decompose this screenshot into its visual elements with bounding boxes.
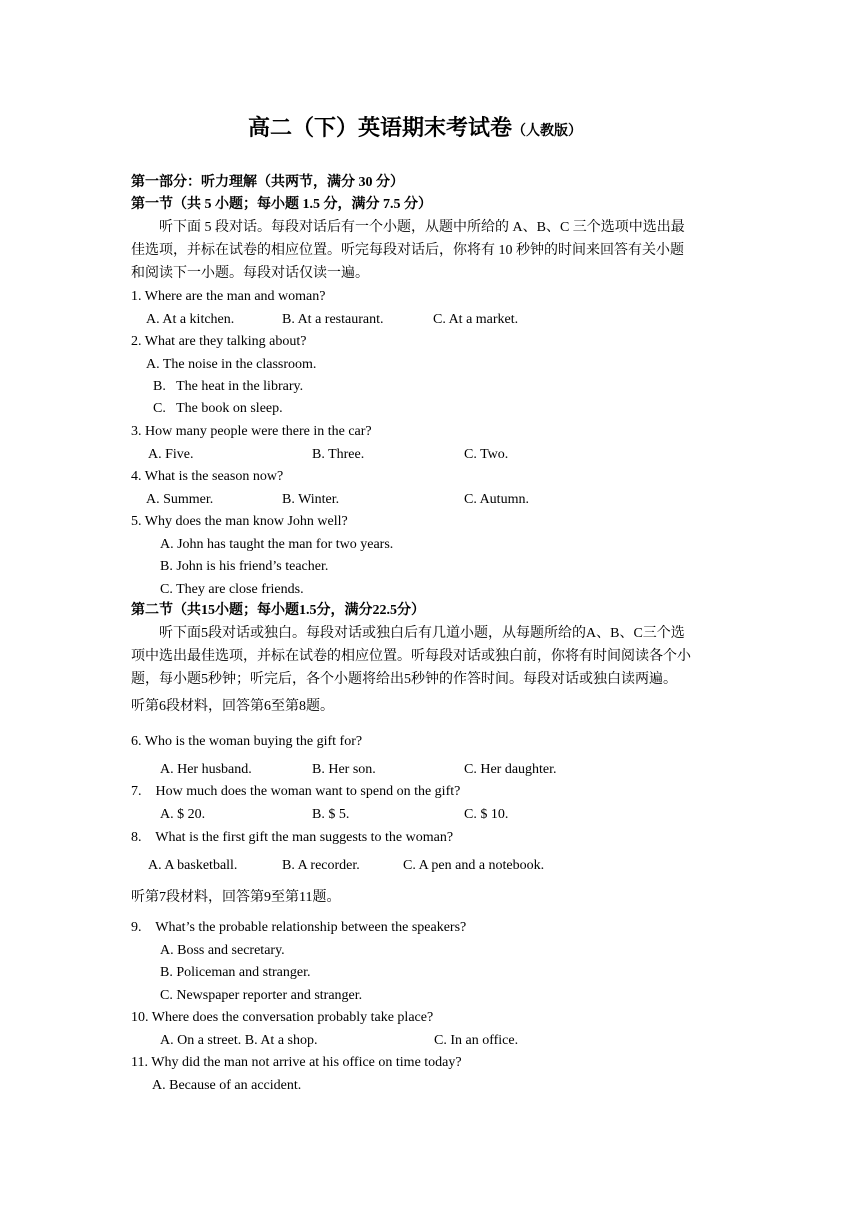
- option-b: B. The heat in the library.: [153, 379, 304, 394]
- option-a: A. John has taught the man for two years.: [160, 537, 394, 552]
- option-a: A. Her husband.: [160, 762, 252, 777]
- option-c: C. The book on sleep.: [153, 401, 283, 416]
- section2-heading: 第二节（共15小题；每小题1.5分，满分22.5分）: [131, 603, 425, 618]
- part1-heading: 第一部分：听力理解（共两节，满分 30 分）: [131, 175, 404, 190]
- section1-heading: 第一节（共 5 小题；每小题 1.5 分，满分 7.5 分）: [131, 197, 432, 212]
- option-a: A. Because of an accident.: [152, 1078, 302, 1093]
- option-c: C. They are close friends.: [160, 582, 304, 597]
- option-c: C. In an office.: [434, 1033, 519, 1048]
- option-b: B. Policeman and stranger.: [160, 965, 311, 980]
- section1-instruction-line1: 听下面 5 段对话。每段对话后有一个小题，从题中所给的 A、B、C 三个选项中选出最: [159, 220, 685, 235]
- option-b: B. $ 5.: [312, 807, 350, 822]
- option-b: B. At a restaurant.: [282, 312, 384, 327]
- question-stem: 6. Who is the woman buying the gift for?: [131, 734, 363, 749]
- option-c: C. $ 10.: [464, 807, 509, 822]
- question-stem: 1. Where are the man and woman?: [131, 289, 326, 304]
- option-b: B. Her son.: [312, 762, 376, 777]
- question-stem: 5. Why does the man know John well?: [131, 514, 348, 529]
- option-c: C. At a market.: [433, 312, 519, 327]
- option-a: A. A basketball.: [148, 858, 238, 873]
- question-stem: 4. What is the season now?: [131, 469, 284, 484]
- section2-instruction-line2: 项中选出最佳选项，并标在试卷的相应位置。听每段对话或独白前，你将有时间阅读各个小: [131, 649, 691, 664]
- question-stem: 3. How many people were there in the car?: [131, 424, 372, 439]
- option-a: A. The noise in the classroom.: [146, 357, 317, 372]
- option-c: C. Autumn.: [464, 492, 529, 507]
- question-stem: 8. What is the first gift the man suggests to the woman?: [131, 830, 454, 845]
- option-b: B. Three.: [312, 447, 365, 462]
- question-stem: 11. Why did the man not arrive at his office on time today?: [131, 1055, 462, 1070]
- option-a: A. Five.: [148, 447, 194, 462]
- option-c: C. Newspaper reporter and stranger.: [160, 988, 363, 1003]
- option-b: B. A recorder.: [282, 858, 360, 873]
- option-c: C. A pen and a notebook.: [403, 858, 545, 873]
- material-7-label: 听第7段材料，回答第9至第11题。: [131, 890, 341, 905]
- option-a: A. $ 20.: [160, 807, 206, 822]
- title-suffix: （人教版）: [512, 124, 583, 139]
- material-6-label: 听第6段材料，回答第6至第8题。: [131, 699, 334, 714]
- section1-instruction-line2: 佳选项，并标在试卷的相应位置。听完每段对话后，你将有 10 秒钟的时间来回答有关小题: [131, 243, 684, 258]
- question-stem: 7. How much does the woman want to spend on the gift?: [131, 784, 461, 799]
- option-c: C. Her daughter.: [464, 762, 557, 777]
- question-stem: 10. Where does the conversation probably take place?: [131, 1010, 434, 1025]
- option-c: C. Two.: [464, 447, 509, 462]
- page-title: [248, 114, 582, 142]
- option-ab: A. On a street. B. At a shop.: [160, 1033, 318, 1048]
- option-a: A. Summer.: [146, 492, 214, 507]
- section1-instruction-line3: 和阅读下一小题。每段对话仅读一遍。: [131, 266, 369, 281]
- option-a: A. At a kitchen.: [146, 312, 235, 327]
- question-stem: 9. What’s the probable relationship between the speakers?: [131, 920, 467, 935]
- section2-instruction-line1: 听下面5段对话或独白。每段对话或独白后有几道小题，从每题所给的A、B、C三个选: [159, 626, 685, 641]
- option-a: A. Boss and secretary.: [160, 943, 285, 958]
- question-stem: 2. What are they talking about?: [131, 334, 307, 349]
- section2-instruction-line3: 题，每小题5秒钟；听完后，各个小题将给出5秒钟的作答时间。每段对话或独白读两遍。: [131, 672, 677, 687]
- option-b: B. Winter.: [282, 492, 340, 507]
- option-b: B. John is his friend’s teacher.: [160, 559, 329, 574]
- title-main: 高二（下）英语期末考试卷: [248, 115, 513, 140]
